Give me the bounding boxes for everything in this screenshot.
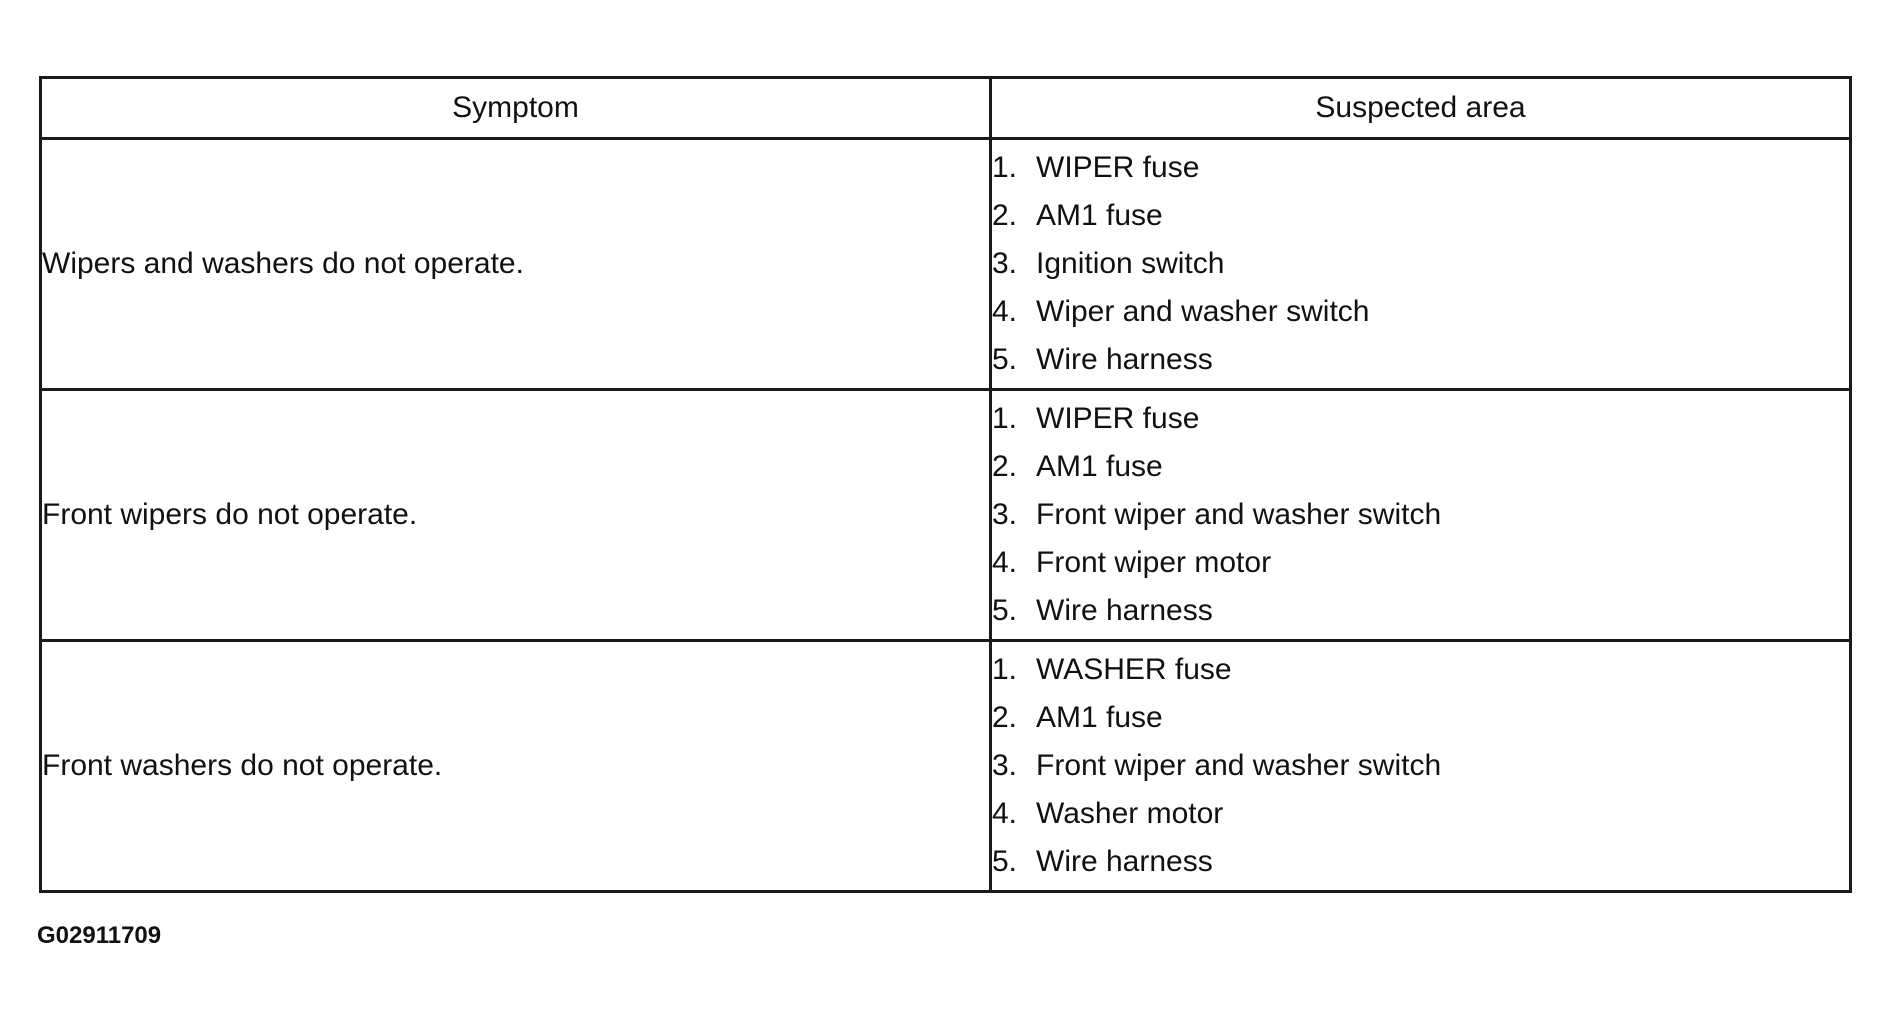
symptom-table: [39, 76, 1852, 893]
suspected-area-cell: [991, 641, 1851, 892]
item-text: Wire harness: [1036, 343, 1213, 376]
list-item: [992, 395, 1849, 443]
suspected-area-list: [992, 646, 1849, 886]
header-suspected-area: Suspected area: [991, 78, 1851, 139]
list-item: [992, 587, 1849, 635]
item-number: 5.: [992, 845, 1018, 878]
item-text: Ignition switch: [1036, 247, 1225, 280]
item-text: WIPER fuse: [1036, 402, 1200, 435]
item-text: Wiper and washer switch: [1036, 295, 1370, 328]
list-item: [992, 443, 1849, 491]
item-number: 3.: [992, 498, 1018, 531]
suspected-area-list: [992, 395, 1849, 635]
list-item: [992, 539, 1849, 587]
item-number: 1.: [992, 151, 1018, 184]
item-number: 2.: [992, 450, 1018, 483]
suspected-area-cell: [991, 139, 1851, 390]
table-header-row: [41, 78, 1851, 139]
list-item: [992, 336, 1849, 384]
list-item: [992, 838, 1849, 886]
header-symptom: Symptom: [41, 78, 991, 139]
item-text: Front wiper motor: [1036, 546, 1272, 579]
table-row: [41, 139, 1851, 390]
item-text: Wire harness: [1036, 845, 1213, 878]
table-row: [41, 641, 1851, 892]
item-text: Front wiper and washer switch: [1036, 749, 1442, 782]
list-item: [992, 240, 1849, 288]
figure-id-label: G02911709: [37, 922, 162, 949]
item-number: 2.: [992, 701, 1018, 734]
item-number: 3.: [992, 247, 1018, 280]
suspected-area-list: [992, 144, 1849, 384]
symptom-cell: Front washers do not operate.: [41, 641, 991, 892]
list-item: [992, 694, 1849, 742]
item-number: 4.: [992, 546, 1018, 579]
list-item: [992, 742, 1849, 790]
item-number: 3.: [992, 749, 1018, 782]
symptom-cell: Wipers and washers do not operate.: [41, 139, 991, 390]
list-item: [992, 491, 1849, 539]
item-text: WIPER fuse: [1036, 151, 1200, 184]
item-text: Front wiper and washer switch: [1036, 498, 1442, 531]
suspected-area-cell: [991, 390, 1851, 641]
item-number: 5.: [992, 343, 1018, 376]
table-row: [41, 390, 1851, 641]
item-number: 4.: [992, 295, 1018, 328]
symptom-cell: Front wipers do not operate.: [41, 390, 991, 641]
item-number: 5.: [992, 594, 1018, 627]
list-item: [992, 646, 1849, 694]
item-text: AM1 fuse: [1036, 701, 1163, 734]
item-number: 2.: [992, 199, 1018, 232]
item-number: 1.: [992, 653, 1018, 686]
list-item: [992, 288, 1849, 336]
item-text: Washer motor: [1036, 797, 1224, 830]
item-text: WASHER fuse: [1036, 653, 1232, 686]
list-item: [992, 790, 1849, 838]
item-text: AM1 fuse: [1036, 450, 1163, 483]
item-text: AM1 fuse: [1036, 199, 1163, 232]
item-text: Wire harness: [1036, 594, 1213, 627]
list-item: [992, 144, 1849, 192]
item-number: 1.: [992, 402, 1018, 435]
item-number: 4.: [992, 797, 1018, 830]
list-item: [992, 192, 1849, 240]
